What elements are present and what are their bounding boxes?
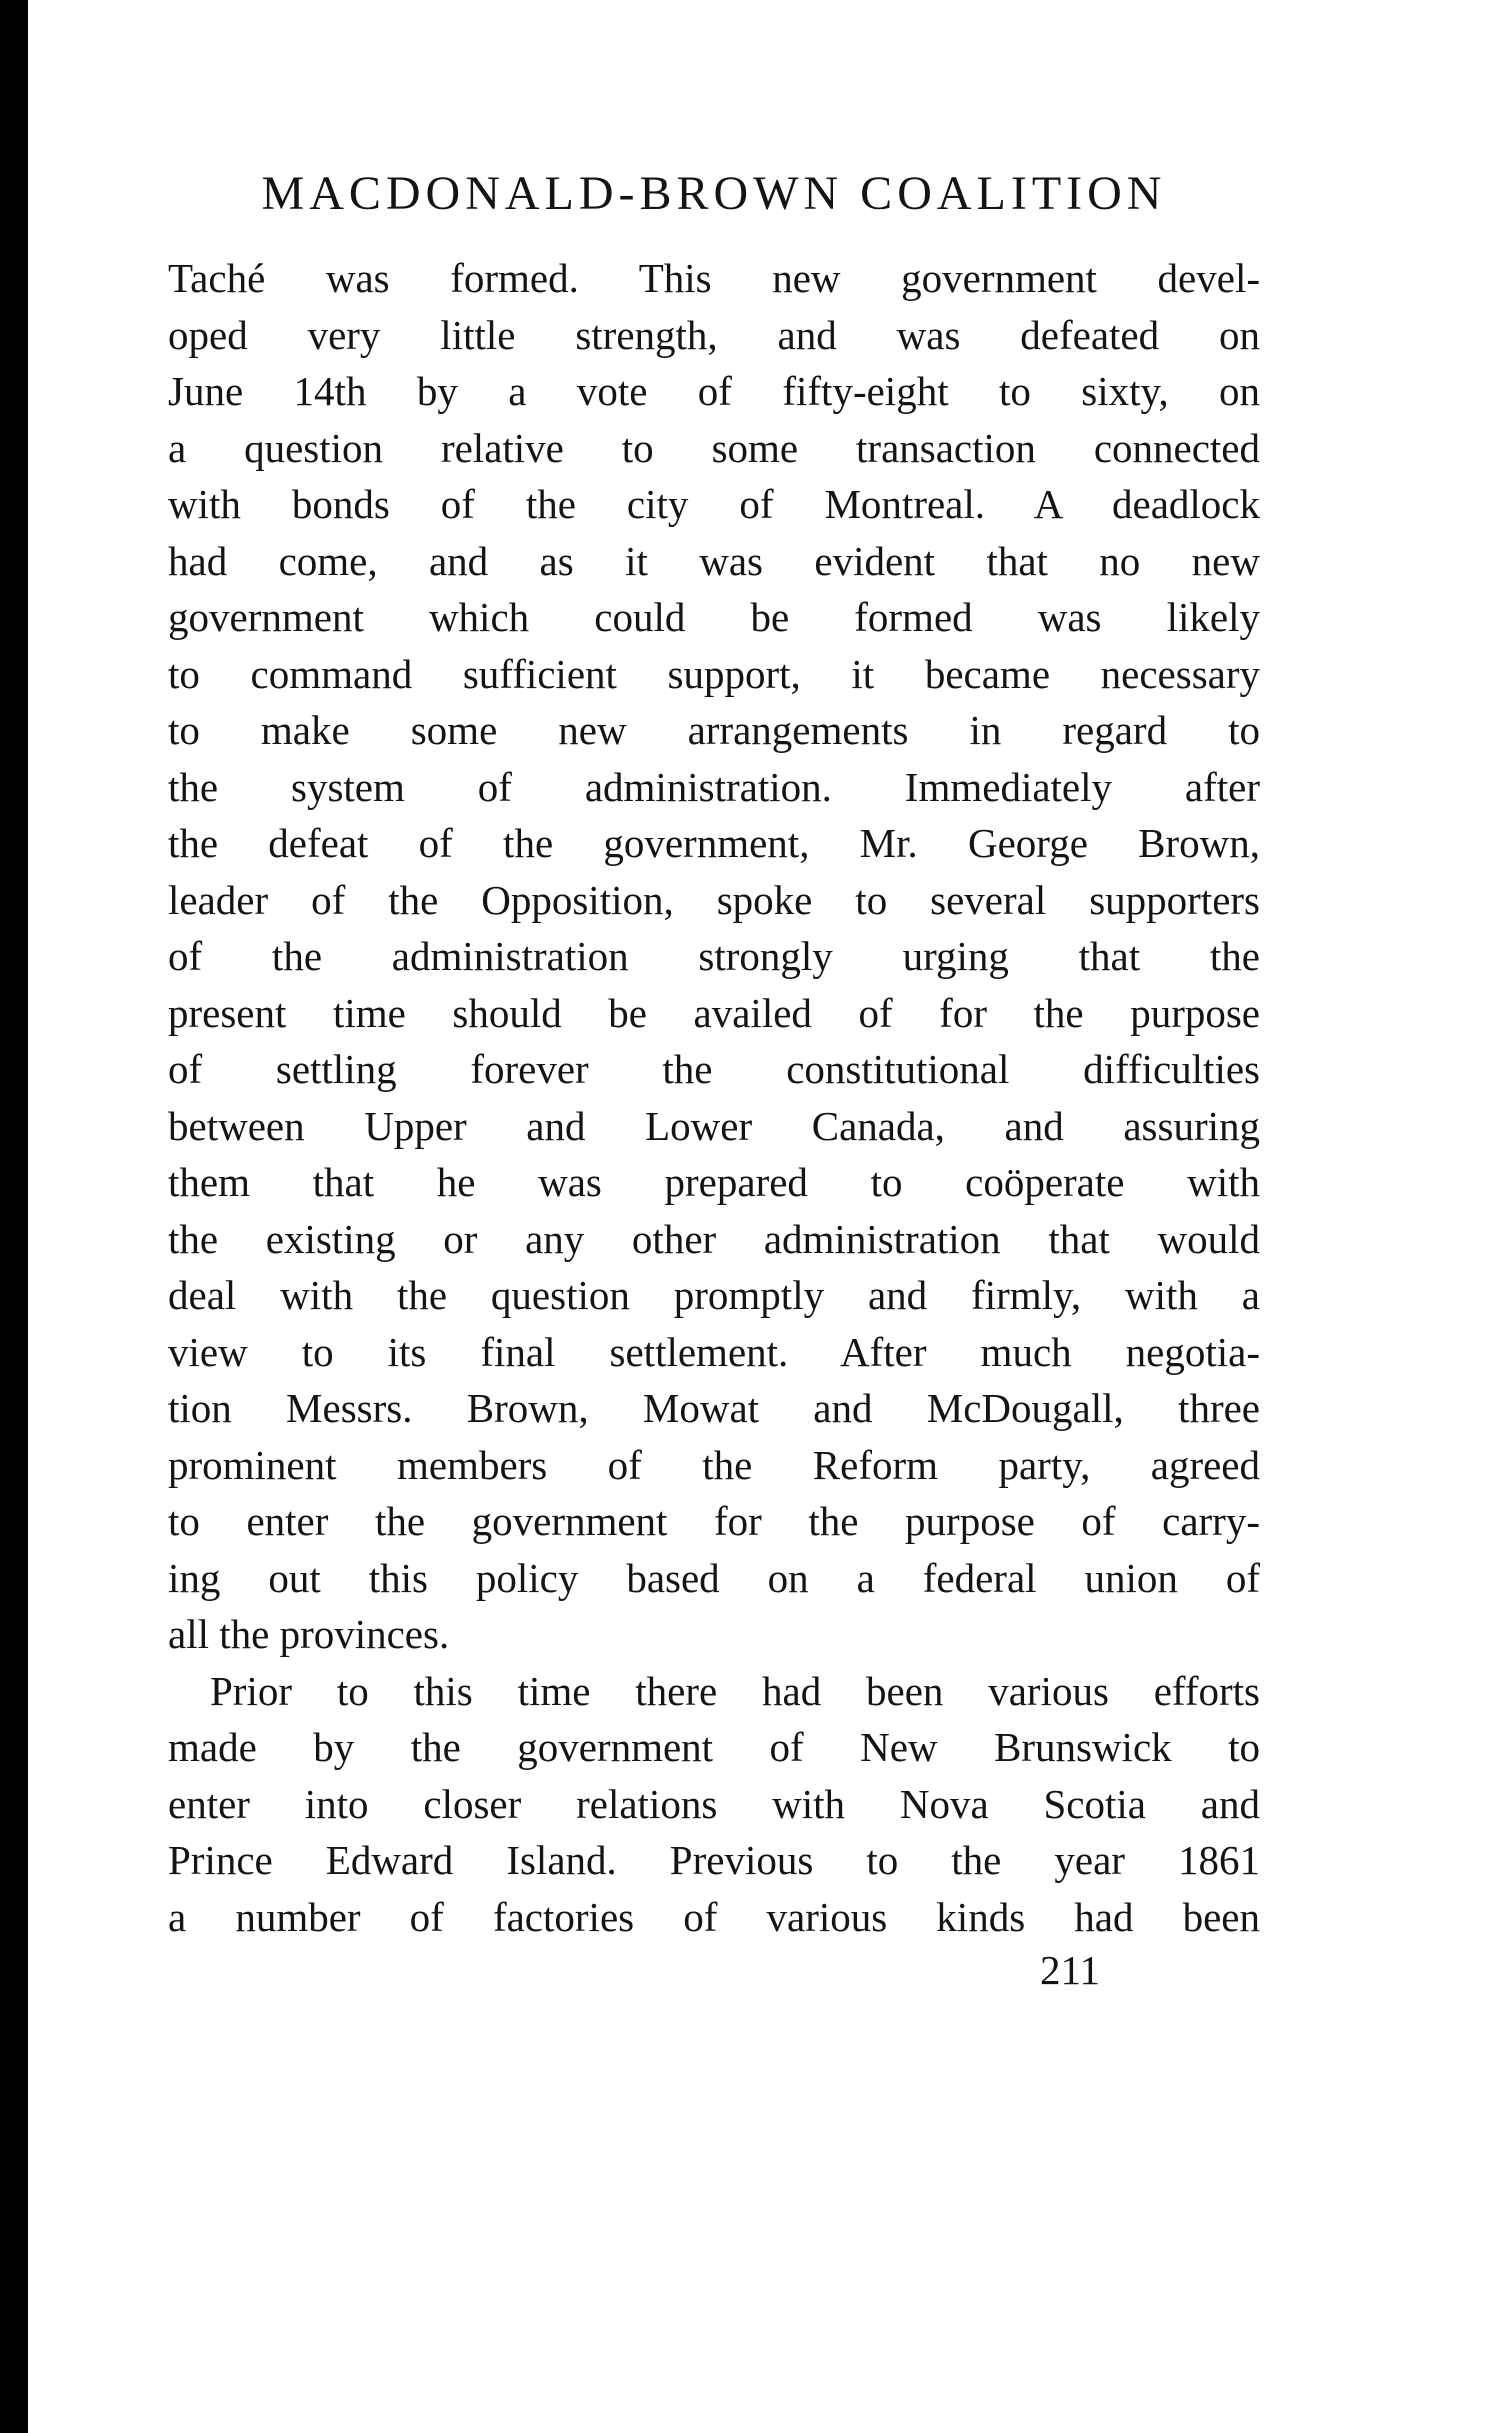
text-line: between Upper and Lower Canada, and assuring (168, 1102, 1260, 1149)
text-line: leader of the Opposition, spoke to several supporters (168, 876, 1260, 923)
text-line: prominent members of the Reform party, agreed (168, 1441, 1260, 1488)
text-line: them that he was prepared to coöperate with (168, 1159, 1260, 1205)
text-line: government which could be formed was likely (168, 594, 1260, 640)
text-line: June 14th by a vote of fifty-eight to sixty, on (168, 368, 1260, 414)
text-line: oped very little strength, and was defeated on (168, 311, 1260, 358)
text-line: view to its final settlement. After much negotia- (168, 1328, 1260, 1375)
text-line: with bonds of the city of Montreal. A deadlock (168, 481, 1260, 527)
text-line: a question relative to some transaction connected (168, 424, 1260, 471)
text-line: Prior to this time there had been various efforts (210, 1667, 1260, 1714)
text-line: tion Messrs. Brown, Mowat and McDougall, three (168, 1385, 1260, 1431)
text-line: Taché was formed. This new government devel- (168, 255, 1260, 301)
text-line: the system of administration. Immediately after (168, 763, 1260, 810)
text-line: of the administration strongly urging that the (168, 933, 1260, 979)
text-line: ing out this policy based on a federal union of (168, 1554, 1260, 1601)
body-text (168, 250, 1260, 1945)
text-line: made by the government of New Brunswick to (168, 1724, 1260, 1770)
text-line: of settling forever the constitutional difficulties (168, 1046, 1260, 1092)
text-line: all the provinces. (168, 1611, 450, 1657)
page-number: 211 (1040, 1947, 1100, 1993)
text-line: the existing or any other administration that would (168, 1215, 1260, 1262)
text-line: to enter the government for the purpose of carry- (168, 1498, 1260, 1544)
text-line: had come, and as it was evident that no new (168, 537, 1260, 584)
page-title: MACDONALD-BROWN COALITION (261, 167, 1167, 220)
text-line: deal with the question promptly and firmly, with a (168, 1272, 1260, 1318)
text-line: a number of factories of various kinds had been (168, 1893, 1260, 1940)
text-line: present time should be availed of for the purpose (168, 989, 1260, 1036)
scan-gutter-edge (0, 0, 28, 2433)
text-line: Prince Edward Island. Previous to the year 1861 (168, 1837, 1260, 1883)
text-line: to command sufficient support, it became necessary (168, 650, 1260, 697)
text-line: to make some new arrangements in regard to (168, 707, 1260, 753)
text-line: enter into closer relations with Nova Scotia and (168, 1780, 1260, 1827)
text-line: the defeat of the government, Mr. George Brown, (168, 820, 1260, 866)
